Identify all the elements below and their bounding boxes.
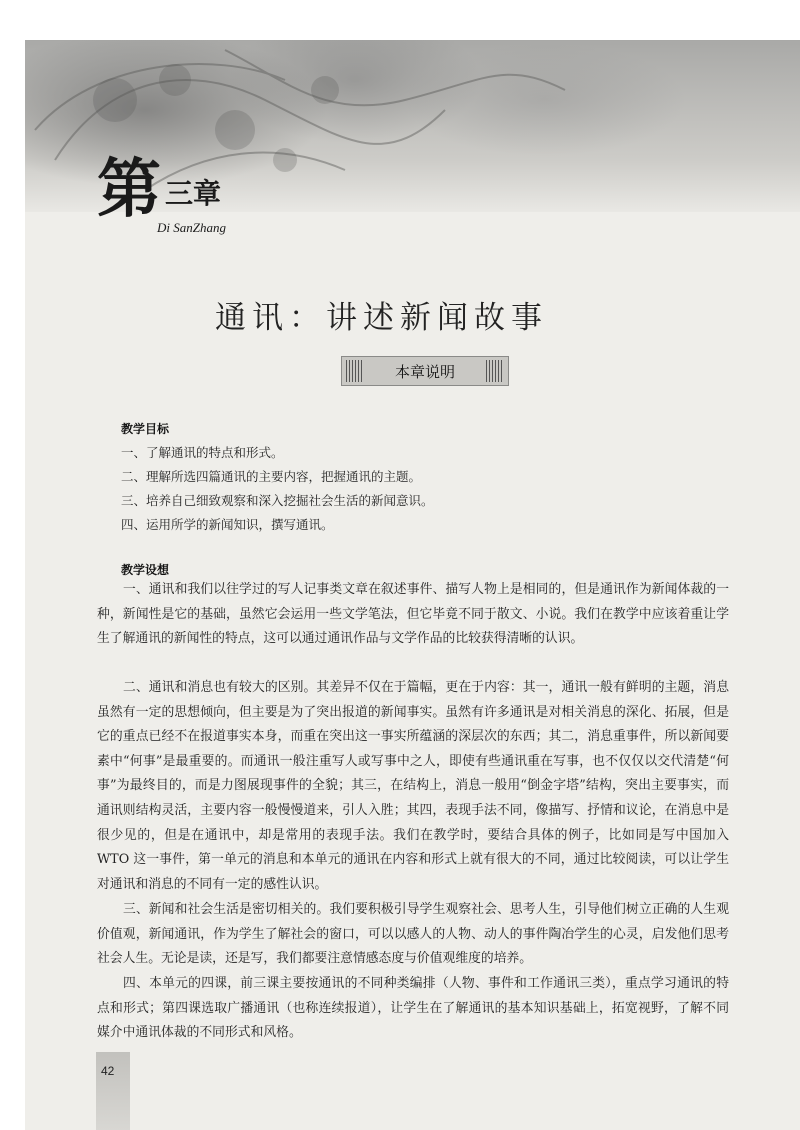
goal-item: 二、理解所选四篇通讯的主要内容，把握通讯的主题。 [121,469,422,484]
chapter-number: 第 [97,152,161,227]
goal-item: 四、运用所学的新闻知识，撰写通讯。 [121,517,334,532]
idea-paragraph: 四、本单元的四课，前三课主要按通讯的不同种类编排（人物、事件和工作通讯三类），重点学习通讯的特点和形式；第四课选取广播通讯（也称连续报道），让学生在了解通讯的基本知识基础上，拓宽视野，了解不同媒介中通讯体裁的不同形式和风格。 [97,976,729,1041]
book-page [25,40,800,1130]
chapter-pinyin: Di SanZhang [157,220,226,235]
goal-item: 三、培养自己细致观察和深入挖掘社会生活的新闻意识。 [121,493,434,508]
goals-heading: 教学目标 [121,422,170,436]
idea-paragraph: 三、新闻和社会生活是密切相关的。我们要积极引导学生观察社会、思考人生，引导他们树立正确的人生观价值观，新闻通讯，作为学生了解社会的窗口，可以以感人的人物、动人的事件陶冶学生的心灵，启发他们思考社会人生。无论是读，还是写，我们都要注意情感态度与价值观维度的培养。 [97,902,729,967]
goal-item: 一、了解通讯的特点和形式。 [121,445,284,460]
idea-paragraph: 一、通讯和我们以往学过的写人记事类文章在叙述事件、描写人物上是相同的，但是通讯作为新闻体裁的一种，新闻性是它的基础，虽然它会运用一些文学笔法，但它毕竟不同于散文、小说。我们在教学中应该着重让学生了解通讯的新闻性的特点，这可以通过通讯作品与文学作品的比较获得清晰的认识。 [97,582,729,647]
chapter-word: 三章 [165,177,222,210]
section-title: 本章说明 [394,363,455,381]
chapter-title: 通讯：讲述新闻故事 [215,300,548,336]
chapter-banner [25,40,800,235]
ideas-heading: 教学设想 [121,563,170,577]
page-number: 42 [101,1064,115,1078]
idea-paragraph: 二、通讯和消息也有较大的区别。其差异不仅在于篇幅，更在于内容：其一，通讯一般有鲜明的主题，消息虽然有一定的思想倾向，但主要是为了突出报道的新闻事实。虽然有许多通讯是对相关消息的深化、拓展，但是它的重点已经不在报道事实本身，而重在突出这一事实所蕴涵的深层次的东西；其二，消息重事件，所以新闻要素中“何事”是最重要的。而通讯一般注重写人或写事中之人，即使有些通讯重在写事，也不仅仅以交代清楚“何事”为最终目的，而是力图展现事件的全貌；其三，在结构上，消息一般用“倒金字塔”结构，突出主要事实，而通讯则结构灵活，主要内容一般慢慢道来，引人入胜；其四，表现手法不同，像描写、抒情和议论，在消息中是很少见的，但是在通讯中，却是常用的表现手法。我们在教学时，要结合具体的例子，比如同是写中国加入 WTO 这一事件，第一单元的消息和本单元的通讯在内容和形式上就有很大的不同，通过比较阅读，可以让学生对通讯和消息的不同有一定的感性认识。 [97,680,729,892]
section-heading-box [341,356,509,386]
